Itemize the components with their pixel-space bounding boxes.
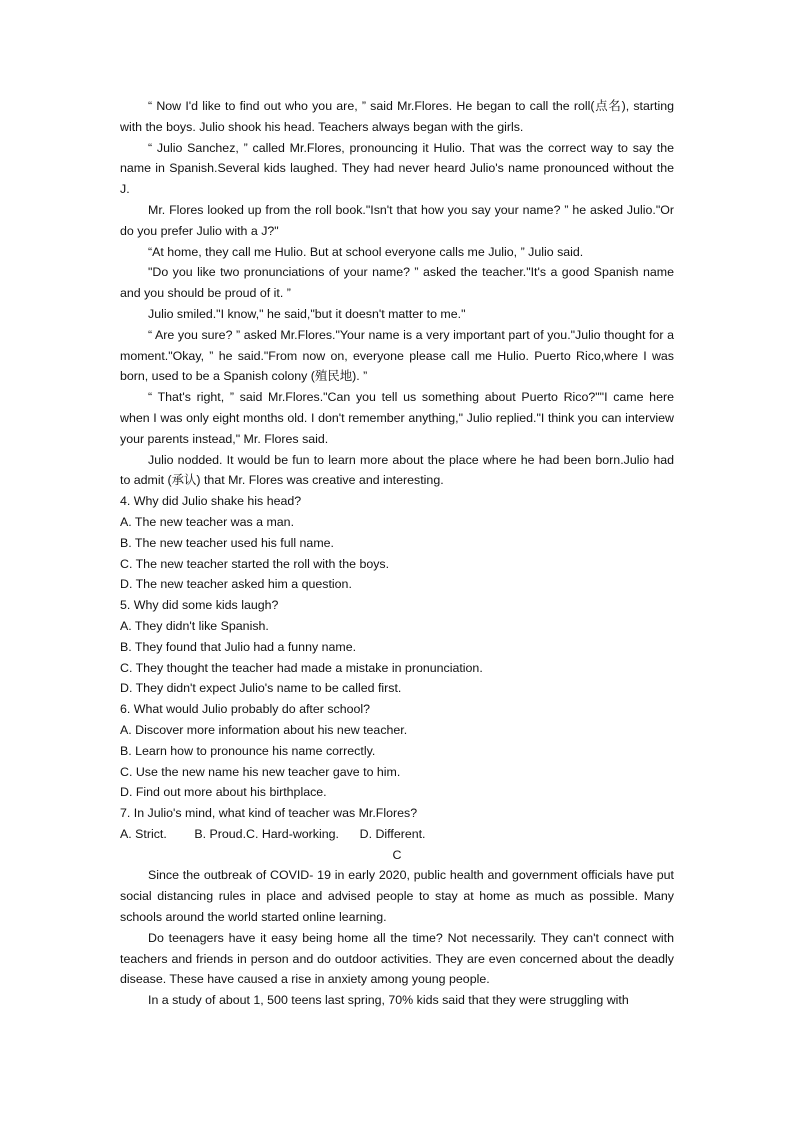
- passage-b-paragraph: "Do you like two pronunciations of your name? ” asked the teacher."It's a good Spanish name and you should be proud of it. ”: [120, 265, 674, 301]
- passage-c-paragraph: Since the outbreak of COVID- 19 in early 2020, public health and government officials have put social distancing rules in place and advised people to stay at home as much as possible. Many schools around the world started online learning.: [120, 868, 674, 925]
- passage-c-paragraph: In a study of about 1, 500 teens last spring, 70% kids said that they were struggling with: [148, 993, 629, 1008]
- passage-b-paragraph: “At home, they call me Hulio. But at school everyone calls me Julio, ” Julio said.: [148, 244, 584, 259]
- passage-b-paragraph: Mr. Flores looked up from the roll book."Isn't that how you say your name? ” he asked Julio."Or do you prefer Julio with a J?": [120, 202, 674, 238]
- answer-option: A. Discover more information about his new teacher.: [120, 722, 408, 737]
- passage-b-paragraph: “ Now I'd like to find out who you are, ” said Mr.Flores. He began to call the roll(点名), starting with the boys. Julio shook his head. Teachers always began with the girls.: [120, 99, 674, 134]
- section-label: C: [392, 847, 402, 862]
- answer-option: C. Use the new name his new teacher gave to him.: [120, 764, 401, 779]
- question-stem: 5. Why did some kids laugh?: [120, 598, 279, 613]
- question-stem: 6. What would Julio probably do after school?: [120, 702, 371, 717]
- answer-option: B. They found that Julio had a funny name.: [120, 639, 357, 654]
- passage-b-paragraph: “ Julio Sanchez, ” called Mr.Flores, pronouncing it Hulio. That was the correct way to say the name in Spanish.Several kids laughed. They had never heard Julio's name pronounced without the J.: [120, 140, 674, 197]
- passage-b-paragraph: “ Are you sure? ” asked Mr.Flores."Your name is a very important part of you."Julio thought for a moment."Okay, ” he said."From now on, everyone please call me Hulio. Puerto Rico,where I was born, used to be a Spanish colony (殖民地). ”: [120, 327, 674, 384]
- passage-b-paragraph: “ That's right, ” said Mr.Flores."Can you tell us something about Puerto Rico?""I came here when I was only eight months old. I don't remember anything," Julio replied."I think you can interview your parents instead," Mr. Flores said.: [120, 390, 674, 446]
- answer-option: D. The new teacher asked him a question.: [120, 577, 352, 592]
- passage-c-paragraph: Do teenagers have it easy being home all the time? Not necessarily. They can't connect with teachers and friends in person and do outdoor activities. They are even concerned about the deadly disease. These have caused a rise in anxiety among young people.: [120, 930, 674, 987]
- answer-options-row: A. Strict. B. Proud.C. Hard-working. D. Different.: [120, 826, 426, 841]
- answer-option: C. The new teacher started the roll with the boys.: [120, 556, 390, 571]
- answer-option: C. They thought the teacher had made a mistake in pronunciation.: [120, 660, 483, 675]
- answer-option: A. They didn't like Spanish.: [120, 618, 269, 633]
- passage-b-paragraph: Julio smiled."I know," he said,"but it doesn't matter to me.": [148, 306, 466, 321]
- answer-option: A. The new teacher was a man.: [120, 514, 295, 529]
- passage-b-paragraph: Julio nodded. It would be fun to learn more about the place where he had been born.Julio had to admit (承认) that Mr. Flores was creative and interesting.: [120, 452, 674, 488]
- document-page: [120, 96, 674, 1011]
- answer-option: B. Learn how to pronounce his name correctly.: [120, 743, 376, 758]
- question-stem: 7. In Julio's mind, what kind of teacher was Mr.Flores?: [120, 806, 418, 821]
- answer-option: B. The new teacher used his full name.: [120, 535, 334, 550]
- question-stem: 4. Why did Julio shake his head?: [120, 494, 302, 509]
- answer-option: D. Find out more about his birthplace.: [120, 785, 327, 800]
- answer-option: D. They didn't expect Julio's name to be called first.: [120, 681, 402, 696]
